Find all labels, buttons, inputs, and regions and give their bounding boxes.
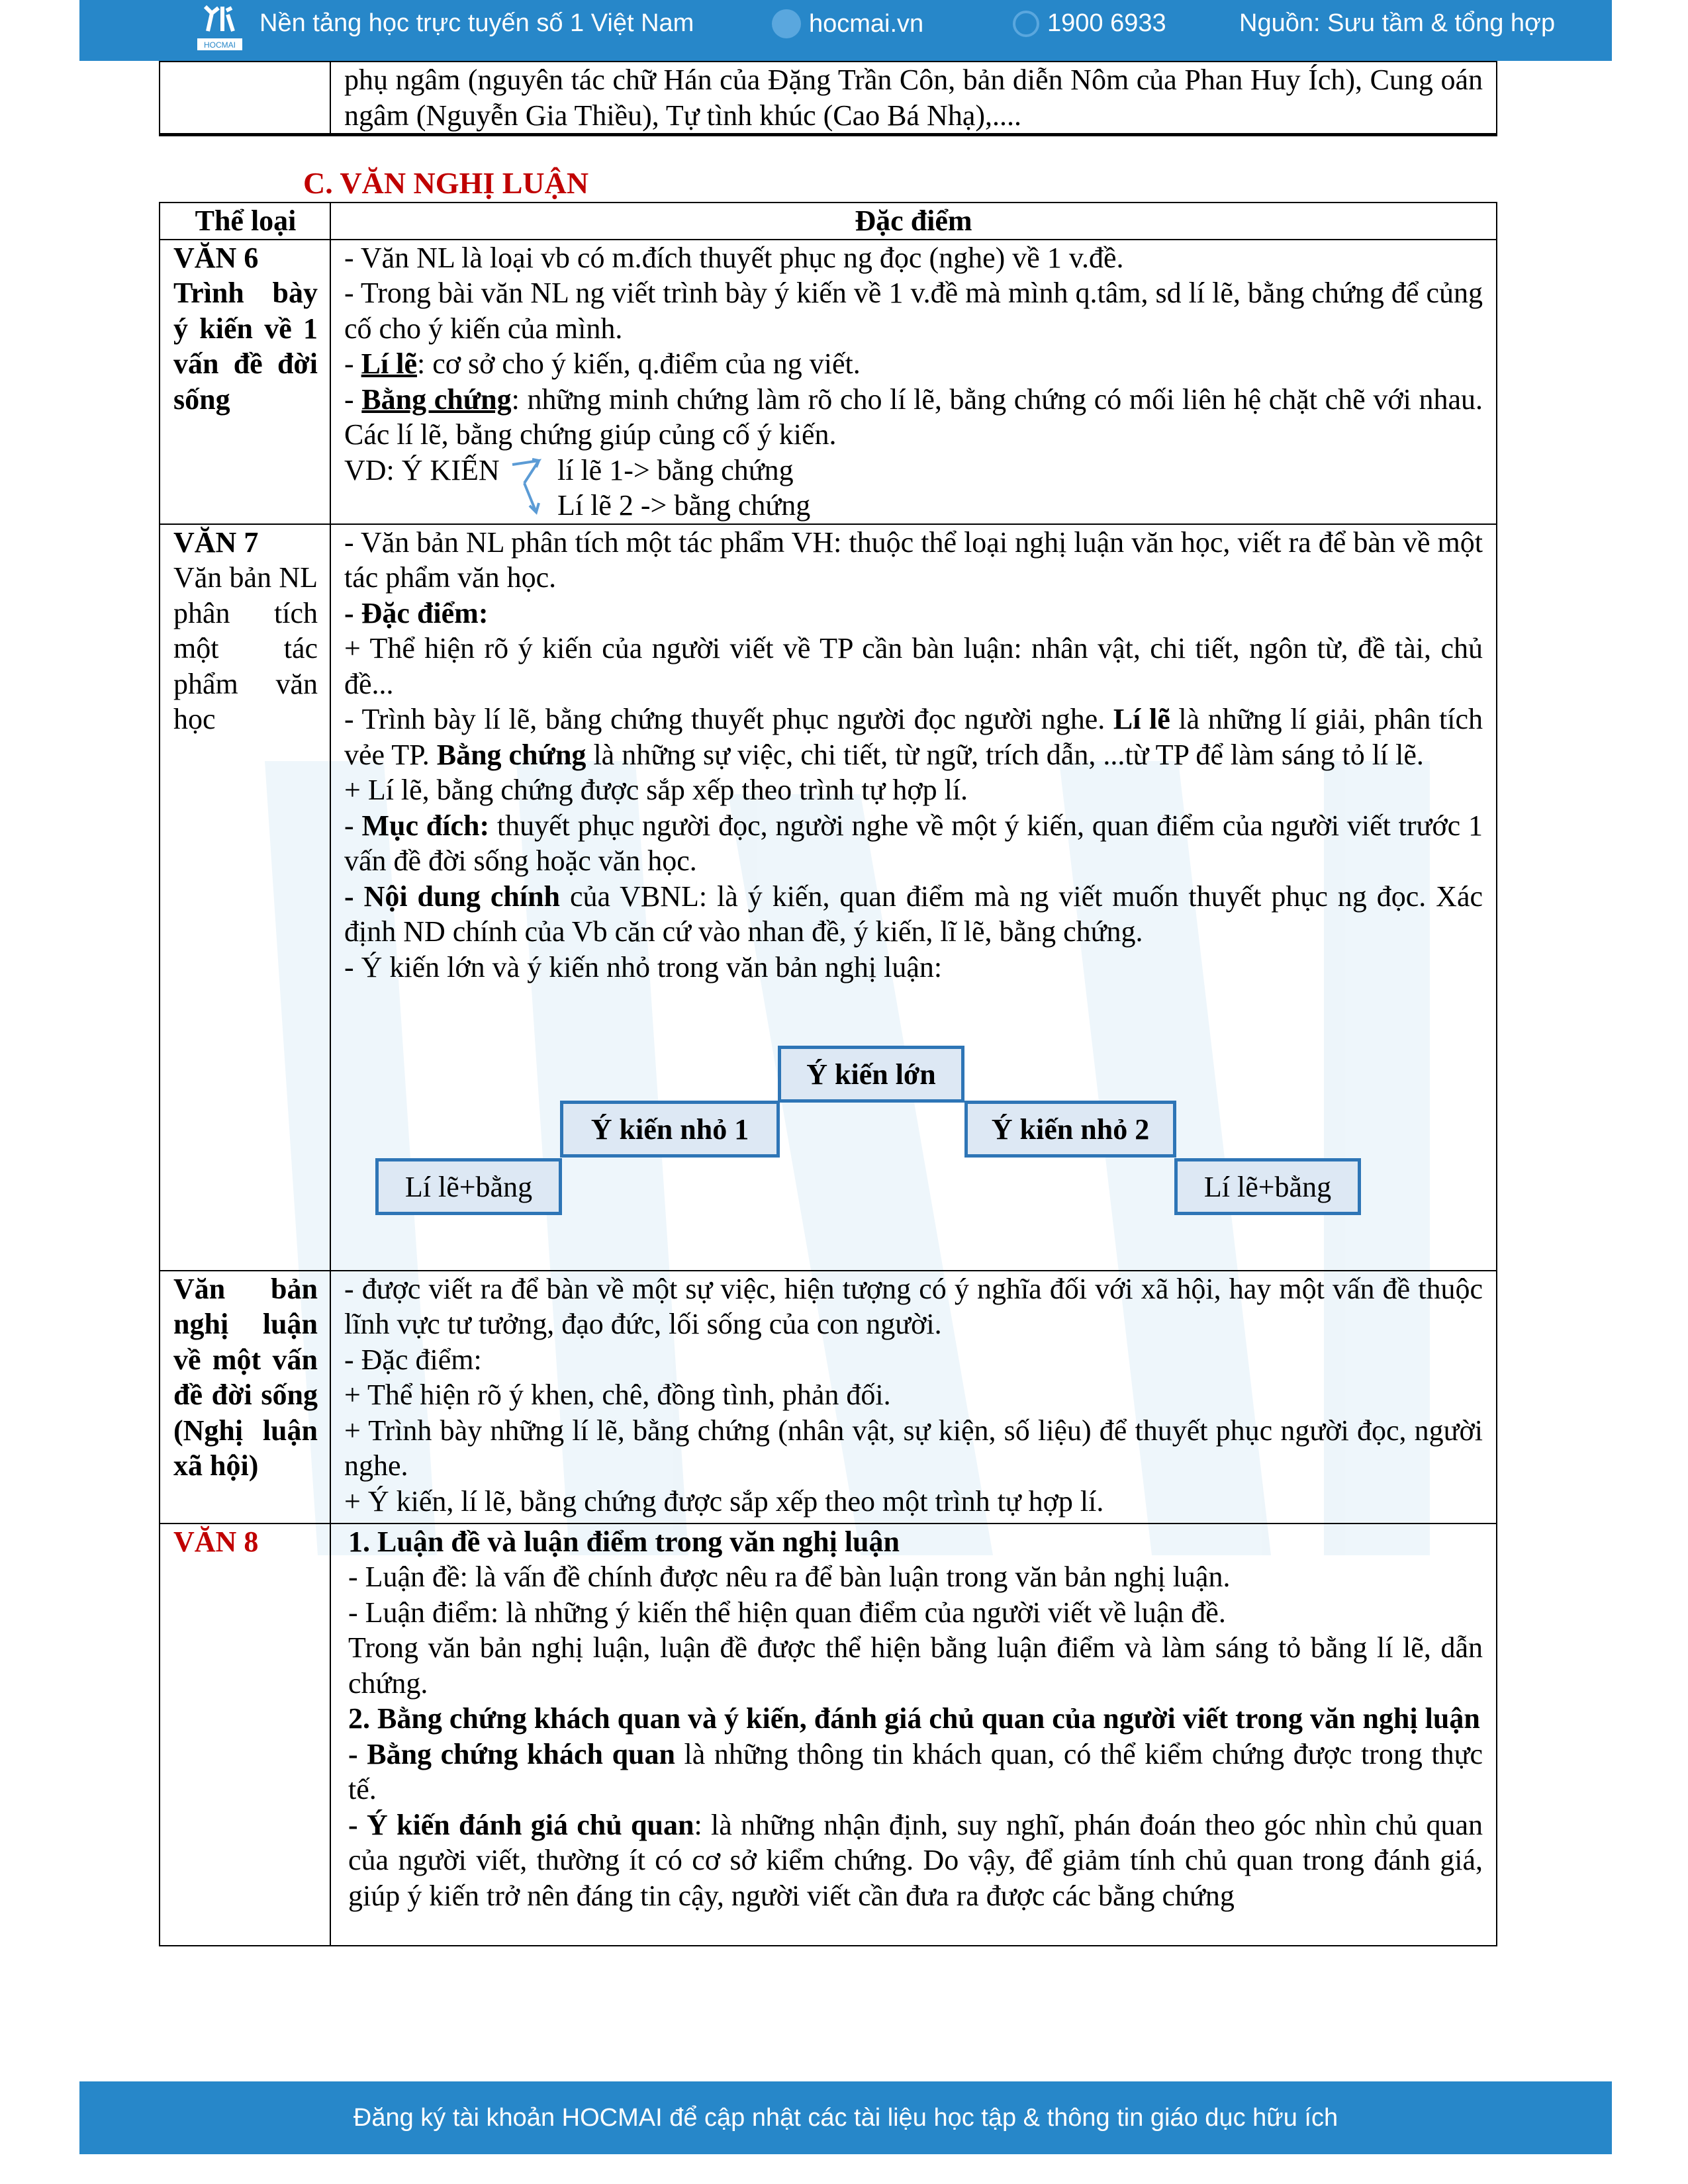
table-header-row xyxy=(160,203,1497,240)
feature-text: - Mục đích: thuyết phục người đọc, người nghe về một ý kiến, quan điểm của người viết trước 1 vấn đề đời sống hoặc văn học. xyxy=(344,809,1483,877)
logo-text: HOCMAI xyxy=(204,40,236,50)
website-link[interactable]: hocmai.vn xyxy=(809,9,924,38)
diagram-sub-opinion-2: Ý kiến nhỏ 2 xyxy=(964,1101,1176,1158)
continuation-cell xyxy=(330,62,1497,135)
page-header-banner xyxy=(79,0,1612,61)
term-y-kien-chu-quan: - Ý kiến đánh giá chủ quan xyxy=(348,1808,694,1841)
feature-text: - được viết ra để bàn về một sự việc, hiện tượng có ý nghĩa đối với xã hội, hay một vấn đề thuộc lĩnh vực tư tưởng, đạo đức, lối sống của con người. xyxy=(344,1272,1483,1340)
branch-arrows-icon xyxy=(510,457,543,516)
genre-cell xyxy=(160,1524,330,1946)
term-bang-chung: Bằng chứng xyxy=(361,383,512,416)
feature-text-rest: : cơ sở cho ý kiến, q.điểm của ng viết. xyxy=(416,347,861,380)
term-bang-chung: Bằng chứng xyxy=(436,738,586,771)
feature-text: - Văn bản NL phân tích một tác phẩm VH: thuộc thể loại nghị luận văn học, viết ra để bàn về một tác phẩm văn học. xyxy=(344,525,1483,594)
previous-table-continuation xyxy=(159,61,1497,136)
feature-heading: - Đặc điểm: xyxy=(344,596,489,629)
feature-text xyxy=(344,702,1483,772)
page-footer-banner xyxy=(79,2081,1612,2154)
term-li-le: Lí lẽ xyxy=(1113,703,1170,735)
source-text: Nguồn: Sưu tầm & tổng hợp xyxy=(1239,9,1556,37)
example-branch-1: lí lẽ 1-> bằng chứng xyxy=(557,453,794,486)
text-seg: là những lí giải, phân tích vẻe TP. xyxy=(344,703,1483,771)
header-tagline xyxy=(259,9,694,38)
feature-text: - Văn NL là loại vb có m.đích thuyết phục ng đọc (nghe) về 1 v.đề. xyxy=(344,241,1124,274)
feature-text: + Thể hiện rõ ý khen, chê, đồng tình, phản đối. xyxy=(344,1379,891,1411)
header-website[interactable] xyxy=(772,9,923,38)
feature-text: + Lí lẽ, bằng chứng được sắp xếp theo trình tự hợp lí. xyxy=(344,774,968,806)
grade-label: VĂN 7 xyxy=(173,525,259,559)
globe-icon xyxy=(772,9,801,38)
text-seg: - Trình bày lí lẽ, bằng chứng thuyết phục người đọc người nghe. xyxy=(344,703,1113,735)
subsection-heading: 1. Luận đề và luận điểm trong văn nghị luận xyxy=(348,1525,900,1558)
diagram-reason-evidence-1: Lí lẽ+bằng xyxy=(375,1158,562,1215)
genre-cell xyxy=(160,524,330,1271)
feature-text: - Ý kiến lớn và ý kiến nhỏ trong văn bản nghị luận: xyxy=(344,950,943,983)
header-hotline[interactable] xyxy=(1013,9,1166,38)
grade-label: VĂN 6 xyxy=(173,241,259,274)
feature-text: + Ý kiến, lí lẽ, bằng chứng được sắp xếp theo một trình tự hợp lí. xyxy=(344,1484,1104,1518)
feature-text: - Đặc điểm: xyxy=(344,1343,482,1376)
diagram-sub-opinion-1: Ý kiến nhỏ 1 xyxy=(560,1101,780,1158)
diagram-reason-evidence-2: Lí lẽ+bằng xyxy=(1174,1158,1361,1215)
header-features: Đặc điểm xyxy=(330,203,1497,240)
grade-label: VĂN 8 xyxy=(173,1525,259,1558)
feature-text: + Trình bày những lí lẽ, bằng chứng (nhân vật, sự kiện, số liệu) để thuyết phục người đọc, người nghe. xyxy=(344,1414,1483,1482)
diagram-main-opinion: Ý kiến lớn xyxy=(778,1046,964,1103)
genre-label: Trình bày ý kiến về 1 vấn đề đời sống xyxy=(173,277,318,416)
feature-text: - Lí lẽ: cơ sở cho ý kiến, q.điểm của ng viết. xyxy=(344,347,861,380)
text-seg: thuyết phục người đọc, người nghe về một ý kiến, quan điểm của người viết trước 1 vấn đề đời sống hoặc văn học. xyxy=(344,809,1483,877)
feature-text xyxy=(348,1737,1483,1807)
footer-text[interactable]: Đăng ký tài khoản HOCMAI để cập nhật các tài liệu học tập & thông tin giáo dục hữu ích xyxy=(353,2103,1338,2132)
features-cell xyxy=(330,1271,1497,1524)
hocmai-logo-icon xyxy=(193,1,246,53)
term-li-le: Lí lẽ xyxy=(361,347,417,380)
feature-text: + Thể hiện rõ ý kiến của người viết về TP cần bàn luận: nhân vật, chi tiết, ngôn từ, đề tài, chủ đề... xyxy=(344,632,1483,700)
term-noi-dung: - Nội dung chính xyxy=(344,880,561,913)
header-genre: Thể loại xyxy=(160,203,330,240)
subsection-heading: 2. Bằng chứng khách quan và ý kiến, đánh giá chủ quan của người viết trong văn nghị luận xyxy=(348,1702,1480,1735)
feature-text: Trong văn bản nghị luận, luận đề được thể hiện bằng luận điểm và làm sáng tỏ bằng lí lẽ, dẫn chứng. xyxy=(348,1631,1483,1700)
term-muc-dich: Mục đích: xyxy=(361,809,490,842)
tagline-text: Nền tảng học trực tuyến số 1 Việt Nam xyxy=(259,9,694,37)
feature-text: - Luận điểm: là những ý kiến thể hiện quan điểm của người viết về luận đề. xyxy=(348,1596,1226,1629)
feature-text xyxy=(344,879,1483,950)
example-diagram xyxy=(344,453,1483,523)
genre-label: Văn bản NL phân tích một tác phẩm văn học xyxy=(173,561,318,735)
feature-text-rest: : những minh chứng làm rõ cho lí lẽ, bằng chứng có mối liên hệ chặt chẽ với nhau. Các lí lẽ, bằng chứng giúp củng cố ý kiến. xyxy=(344,383,1483,451)
feature-text: - Trong bài văn NL ng viết trình bày ý kiến về 1 v.đề mà mình q.tâm, sd lí lẽ, bằng chứng để củng cố cho ý kiến của mình. xyxy=(344,277,1483,345)
text-seg: của VBNL: là ý kiến, quan điểm mà ng viết muốn thuyết phục ng đọc. Xác định ND chính của Vb căn cứ vào nhan đề, ý kiến, lĩ lẽ, bằng chứng. xyxy=(344,880,1483,948)
feature-text: - Luận đề: là vấn đề chính được nêu ra để bàn luận trong văn bản nghị luận. xyxy=(348,1561,1231,1593)
features-cell xyxy=(330,240,1497,524)
example-label: VD: Ý KIẾN xyxy=(344,453,500,486)
table-row-social xyxy=(160,1271,1497,1524)
text-seg: : là những nhận định, suy nghĩ, phán đoán theo góc nhìn chủ quan của người viết, thường ít có cơ sở kiểm chứng. Do vậy, để giảm tính chủ quan trong đánh giá, giúp ý kiến trở nên đáng tin cậy, người viết cần đưa ra được các bằng chứng xyxy=(348,1808,1483,1912)
continuation-text: phụ ngâm (nguyên tác chữ Hán của Đặng Trần Côn, bản diễn Nôm của Phan Huy Ích), Cung oán ngâm (Nguyễn Gia Thiều), Tự tình khúc (Cao Bá Nhạ),.... xyxy=(344,64,1483,132)
genre-label: Văn bản nghị luận về một vấn đề đời sống (Nghị luận xã hội) xyxy=(173,1272,318,1482)
genre-cell xyxy=(160,1271,330,1524)
example-branch-2: Lí lẽ 2 -> bằng chứng xyxy=(557,488,811,522)
features-cell xyxy=(330,1524,1497,1946)
hotline-text[interactable]: 1900 6933 xyxy=(1047,9,1166,37)
empty-cell xyxy=(160,62,330,135)
text-seg: là những thông tin khách quan, có thể kiểm chứng được trong thực tế. xyxy=(348,1737,1483,1805)
genre-cell xyxy=(160,240,330,524)
feature-text: - Bằng chứng: những minh chứng làm rõ cho lí lẽ, bằng chứng có mối liên hệ chặt chẽ với nhau. Các lí lẽ, bằng chứng giúp củng cố ý kiến. xyxy=(344,383,1483,451)
header-source xyxy=(1239,9,1555,38)
section-title: C. VĂN NGHỊ LUẬN xyxy=(303,166,589,200)
text-seg: là những sự việc, chi tiết, từ ngữ, trích dẫn, ...từ TP để làm sáng tỏ lí lẽ. xyxy=(586,738,1424,771)
table-row-van6 xyxy=(160,240,1497,524)
table-row-van8 xyxy=(160,1524,1497,1946)
term-bang-chung-khach-quan: - Bằng chứng khách quan xyxy=(348,1737,675,1770)
feature-text xyxy=(348,1807,1483,1914)
phone-icon xyxy=(1013,11,1039,37)
